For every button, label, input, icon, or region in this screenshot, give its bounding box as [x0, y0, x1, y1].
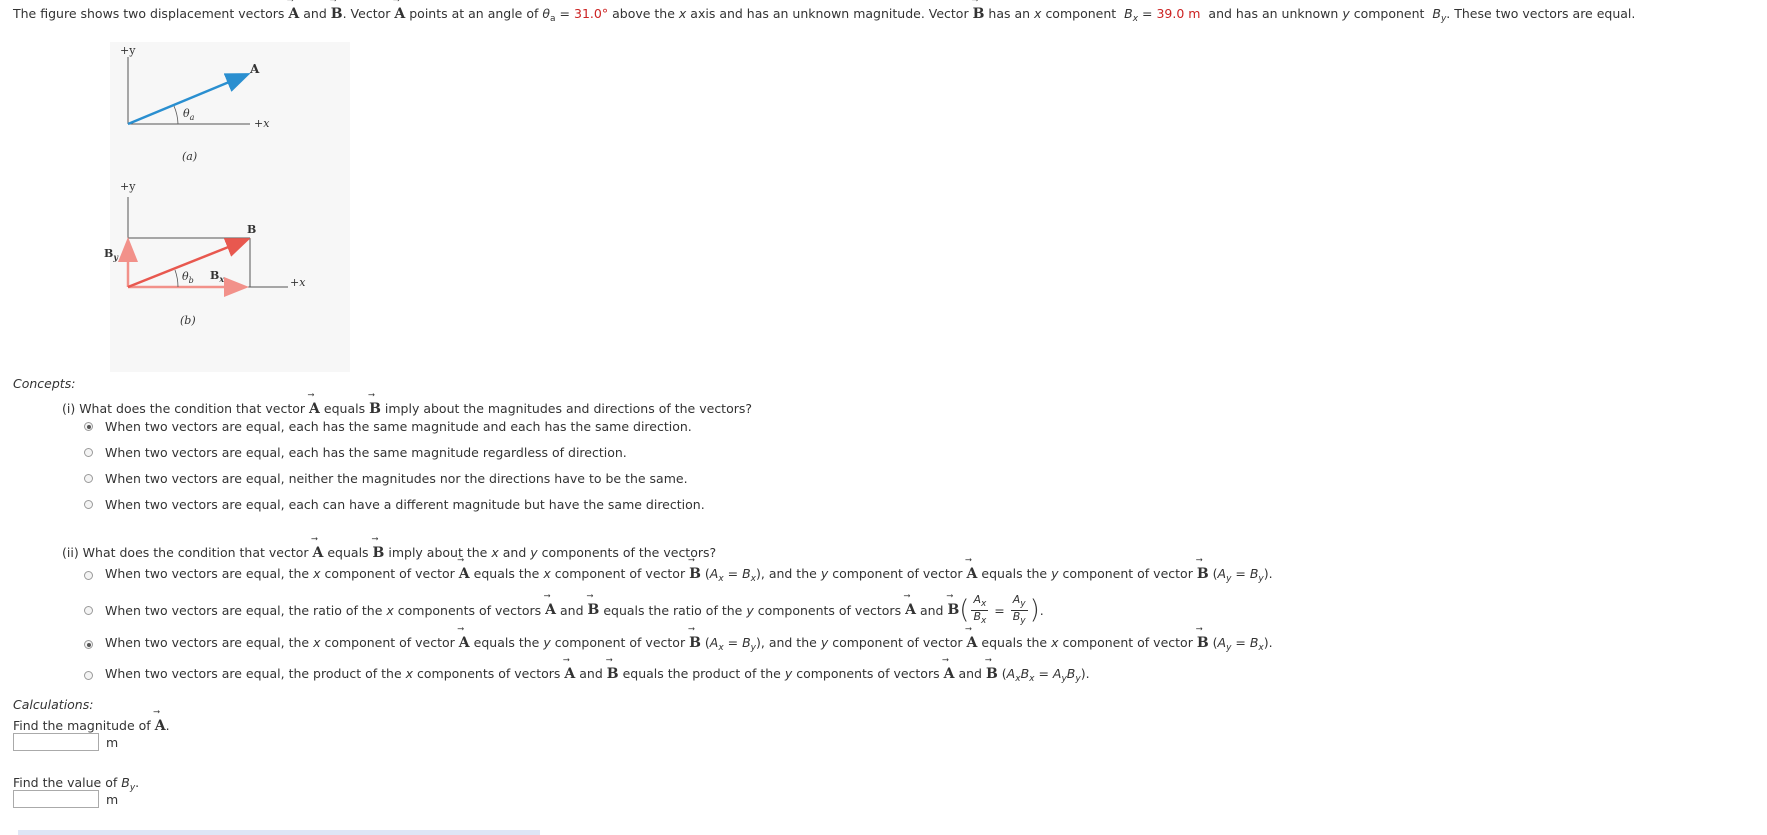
- footer-bar: [18, 830, 540, 835]
- q1-option-1[interactable]: When two vectors are equal, each has the same magnitude and each has the same direction.: [84, 419, 692, 434]
- panel-b-y-axis-label: +y: [120, 180, 136, 193]
- q1-option-4-radio[interactable]: [84, 500, 93, 509]
- vector-A-label: A: [250, 62, 260, 76]
- q1-option-1-radio[interactable]: [84, 422, 93, 431]
- theta-b-label: $\theta_b$: [182, 270, 194, 285]
- calculations-label: Calculations:: [13, 697, 94, 712]
- q1-option-3-radio[interactable]: [84, 474, 93, 483]
- find-value-By: Find the value of $B_y$.: [13, 775, 140, 793]
- panel-a-y-axis-label: +y: [120, 44, 136, 57]
- Bx-value: 39.0 m: [1156, 6, 1201, 21]
- q1-option-4[interactable]: When two vectors are equal, each can have a different magnitude but have the same direction.: [84, 497, 705, 512]
- magnitude-A-input[interactable]: [13, 733, 99, 751]
- q1-option-2[interactable]: When two vectors are equal, each has the same magnitude regardless of direction.: [84, 445, 627, 460]
- q2-option-1[interactable]: When two vectors are equal, the x component of vector ⃗ A equals the x component of vector ⃗ B $(A_x = B_x)$, and the y component of vector ⃗ A equals the y component of vector ⃗ B $(A_y = B_y)$.: [84, 566, 1273, 584]
- q2-option-2[interactable]: When two vectors are equal, the ratio of the x components of vectors ⃗ A and ⃗ B equals the ratio of the y components of vectors ⃗ A and ⃗ B ( $\frac{A_x}{B_x}$ = $\frac{A_y}{B_y}$ ) .: [84, 594, 1044, 627]
- By-input[interactable]: [13, 790, 99, 808]
- figure-background: [110, 42, 350, 372]
- q2-option-3[interactable]: When two vectors are equal, the x component of vector ⃗ A equals the y component of vector ⃗ B $(A_x = B_y)$, and the y component of vector ⃗ A equals the x component of vector ⃗ B $(A_y = B_x)$.: [84, 635, 1273, 653]
- q2-option-4-radio[interactable]: [84, 671, 93, 680]
- vector-B-label: B: [247, 223, 257, 236]
- question-1: (i) What does the condition that vector ⃗ A equals ⃗ B imply about the magnitudes and directions of the vectors?: [62, 401, 752, 416]
- theta-a-value: 31.0°: [574, 6, 609, 21]
- q2-option-2-radio[interactable]: [84, 606, 93, 615]
- q2-option-4[interactable]: When two vectors are equal, the product of the x components of vectors ⃗ A and ⃗ B equals the product of the y components of vectors ⃗ A and ⃗ B $(A_xB_x = A_yB_y)$.: [84, 666, 1090, 684]
- q1-option-2-radio[interactable]: [84, 448, 93, 457]
- q1-option-3[interactable]: When two vectors are equal, neither the magnitudes nor the directions have to be the same.: [84, 471, 688, 486]
- magnitude-A-unit: m: [106, 735, 119, 750]
- theta-a-label: $\theta_a$: [183, 107, 195, 122]
- vector-B-symbol: ⃗ B: [331, 7, 343, 21]
- By-label: $B_y$: [104, 247, 118, 262]
- panel-a-x-axis-label: +x: [254, 117, 270, 130]
- problem-statement: The figure shows two displacement vectors ⃗ A and ⃗ B. Vector ⃗ A points at an angle of $\theta_a = 31.0^\circ$ above the x axis and has an unknown magnitude. Vector ⃗ B has an x component $B_x = 39.0$ m and has an unknown y component $B_y$. These two vectors are equal.: [13, 6, 1635, 24]
- panel-a-caption: (a): [182, 150, 198, 163]
- find-magnitude-A: Find the magnitude of ⃗ A.: [13, 718, 170, 733]
- q2-option-1-radio[interactable]: [84, 571, 93, 580]
- concepts-label: Concepts:: [13, 376, 76, 391]
- Bx-label: $B_x$: [210, 269, 225, 284]
- vector-figure: [104, 42, 350, 372]
- panel-b-caption: (b): [180, 314, 196, 327]
- panel-b-x-axis-label: +x: [290, 276, 306, 289]
- By-unit: m: [106, 792, 119, 807]
- vector-A-symbol: ⃗ A: [288, 7, 299, 21]
- q2-option-3-radio[interactable]: [84, 640, 93, 649]
- question-2: (ii) What does the condition that vector ⃗ A equals ⃗ B imply about the x and y components of the vectors?: [62, 545, 716, 560]
